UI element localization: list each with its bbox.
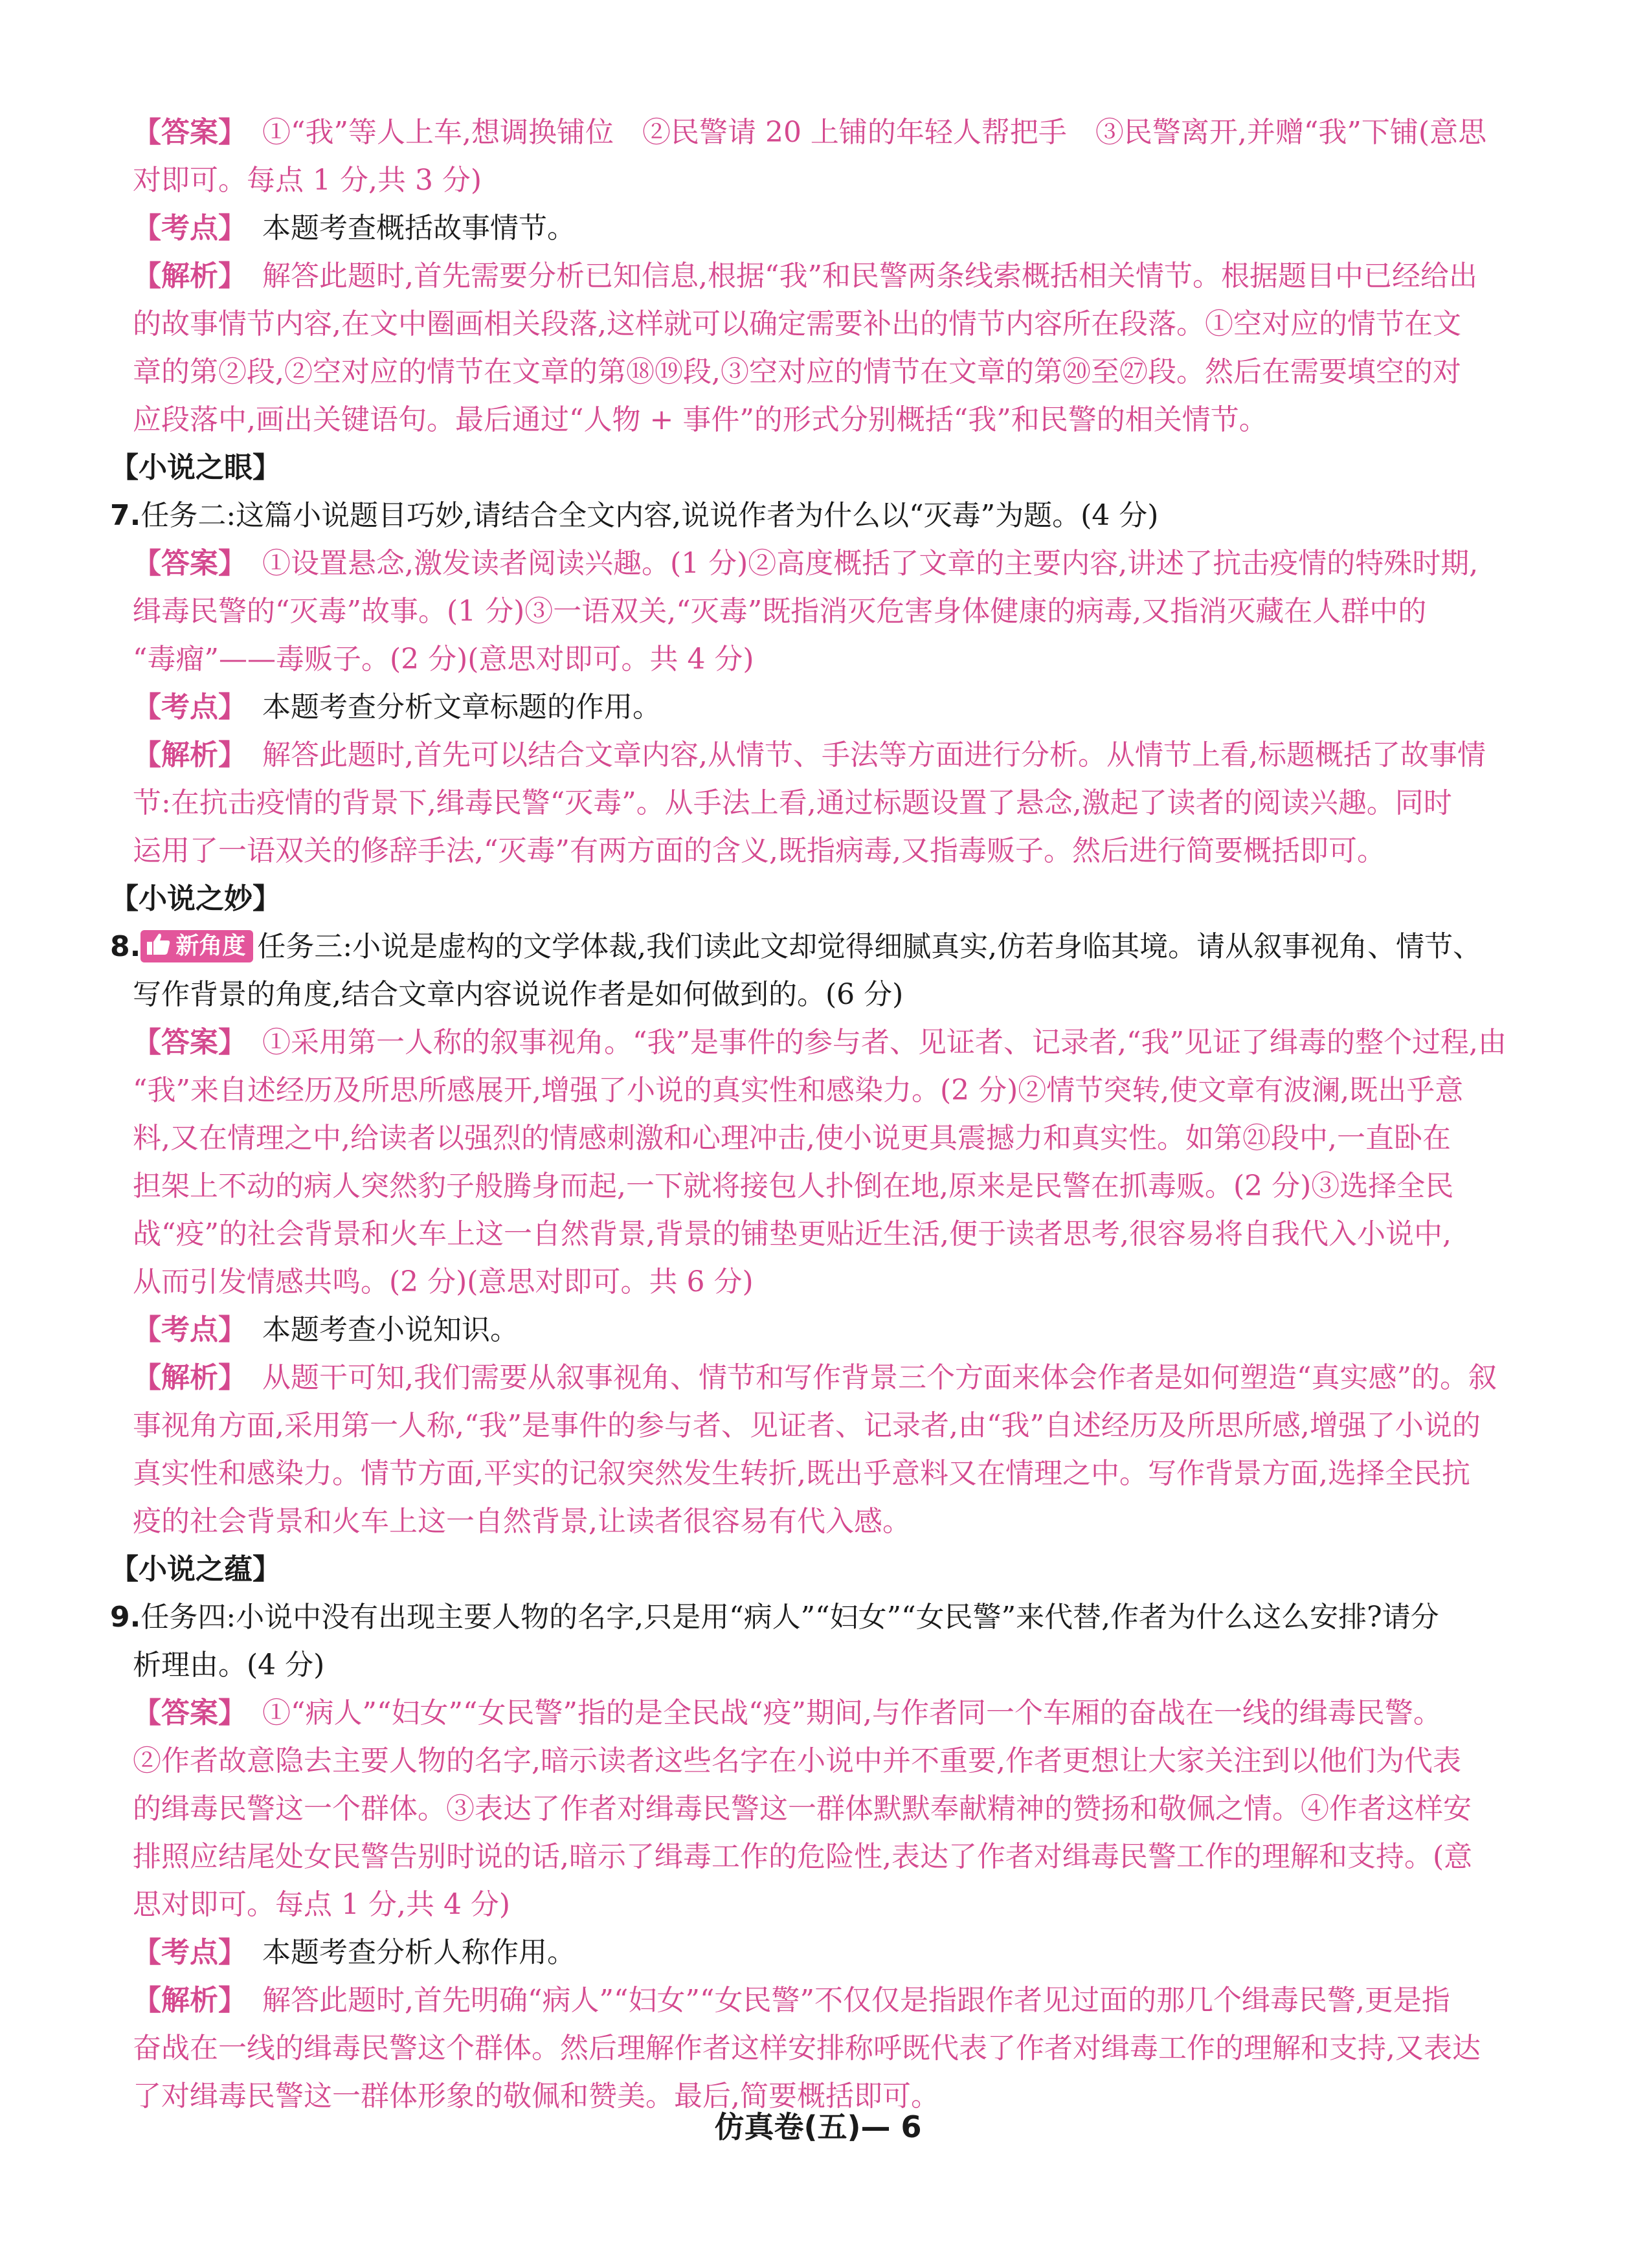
q9-analysis-line-2: 了对缉毒民警这一群体形象的敬佩和赞美。最后,简要概括即可。 [133, 2080, 939, 2113]
q7-question-line-0: 7.任务二:这篇小说题目巧妙,请结合全文内容,说说作者为什么以“灭毒”为题。(4 分) [110, 499, 1159, 532]
point-label: 【考点】 [133, 212, 247, 245]
q7-answer-line-0: 【答案】 ①设置悬念,激发读者阅读兴趣。(1 分)②高度概括了文章的主要内容,讲述了抗击疫情的特殊时期, [110, 540, 1502, 588]
section-heading: 【小说之妙】 [110, 882, 281, 915]
analysis-label: 【解析】 [133, 260, 247, 293]
q7-analysis-line-1: 节:在抗击疫情的背景下,缉毒民警“灭毒”。从手法上看,通过标题设置了悬念,激起了读者的阅读兴趣。同时 [133, 786, 1452, 819]
q9-answer-line-4: 思对即可。每点 1 分,共 4 分) [133, 1888, 511, 1921]
q8-analysis-line-0: 【解析】 从题干可知,我们需要从叙事视角、情节和写作背景三个方面来体会作者是如何塑造“真实感”的。叙 [110, 1354, 1502, 1402]
answer-label: 【答案】 [133, 1696, 247, 1729]
q8-answer-line-5: 从而引发情感共鸣。(2 分)(意思对即可。共 6 分) [133, 1265, 754, 1298]
analysis-label: 【解析】 [133, 1984, 247, 2017]
q6-analysis-line-2: 章的第②段,②空对应的情节在文章的第⑱⑲段,③空对应的情节在文章的第⑳至㉗段。然后在需要填空的对 [133, 355, 1461, 388]
question-number: 8. [110, 930, 141, 963]
q6-answer-line-0: 【答案】 ①“我”等人上车,想调换铺位 ②民警请 20 上铺的年轻人帮把手 ③民警离开,并赠“我”下铺(意思 [110, 109, 1502, 157]
q7-answer-line-1: 缉毒民警的“灭毒”故事。(1 分)③一语双关,“灭毒”既指消灭危害身体健康的病毒,又指消灭藏在人群中的 [133, 595, 1427, 628]
q8-question-line-0: 8. 新角度 任务三:小说是虚构的文学体裁,我们读此文却觉得细腻真实,仿若身临其境。请从叙事视角、情节、 [110, 930, 1482, 963]
q7-analysis-line-0: 【解析】 解答此题时,首先可以结合文章内容,从情节、手法等方面进行分析。从情节上看,标题概括了故事情 [110, 731, 1502, 779]
q8-analysis-line-3: 疫的社会背景和火车上这一自然背景,让读者很容易有代入感。 [133, 1505, 911, 1538]
q8-answer-line-1: “我”来自述经历及所思所感展开,增强了小说的真实性和感染力。(2 分)②情节突转,使文章有波澜,既出乎意 [133, 1074, 1464, 1107]
q9-block [110, 1594, 1502, 2120]
section-heading: 【小说之眼】 [110, 451, 281, 484]
q8-question-line-1: 写作背景的角度,结合文章内容说说作者是如何做到的。(6 分) [133, 978, 904, 1011]
q9-analysis-line-0: 【解析】 解答此题时,首先明确“病人”“妇女”“女民警”不仅仅是指跟作者见过面的那几个缉毒民警,更是指 [110, 1977, 1502, 2025]
q8-analysis-line-2: 真实性和感染力。情节方面,平实的记叙突然发生转折,既出乎意料又在情理之中。写作背景方面,选择全民抗 [133, 1457, 1470, 1490]
q6-answer-line-1: 对即可。每点 1 分,共 3 分) [133, 164, 482, 197]
q7-analysis-line-2: 运用了一语双关的修辞手法,“灭毒”有两方面的含义,既指病毒,又指毒贩子。然后进行简要概括即可。 [133, 834, 1385, 867]
q9-analysis-line-1: 奋战在一线的缉毒民警这个群体。然后理解作者这样安排称呼既代表了作者对缉毒工作的理解和支持,又表达 [133, 2032, 1481, 2065]
q9-answer-line-0: 【答案】 ①“病人”“妇女”“女民警”指的是全民战“疫”期间,与作者同一个车厢的奋战在一线的缉毒民警。 [110, 1689, 1502, 1737]
section-heading: 【小说之蕴】 [110, 1553, 281, 1586]
point-label: 【考点】 [133, 1313, 247, 1346]
q7-block [110, 492, 1502, 875]
q6-block [110, 109, 1502, 444]
q7-point: 【考点】 本题考查分析文章标题的作用。 [110, 684, 1502, 731]
answer-label: 【答案】 [133, 116, 247, 149]
q8-answer-line-2: 料,又在情理之中,给读者以强烈的情感刺激和心理冲击,使小说更具震撼力和真实性。如第㉑段中,一直卧在 [133, 1122, 1451, 1155]
analysis-label: 【解析】 [133, 1361, 247, 1394]
q9-question-line-1: 析理由。(4 分) [133, 1649, 325, 1682]
q8-block [110, 923, 1507, 1546]
q9-question-line-0: 9.任务四:小说中没有出现主要人物的名字,只是用“病人”“妇女”“女民警”来代替,作者为什么这么安排?请分 [110, 1601, 1439, 1634]
q6-point: 【考点】 本题考查概括故事情节。 [110, 205, 1502, 252]
q8-point: 【考点】 本题考查小说知识。 [110, 1306, 1502, 1354]
new-angle-badge: 新角度 [140, 930, 253, 962]
q6-analysis-line-3: 应段落中,画出关键语句。最后通过“人物 + 事件”的形式分别概括“我”和民警的相关情节。 [133, 403, 1268, 436]
answer-label: 【答案】 [133, 547, 247, 580]
point-label: 【考点】 [133, 691, 247, 724]
q8-answer-line-4: 战“疫”的社会背景和火车上这一自然背景,背景的铺垫更贴近生活,便于读者思考,很容易将自我代入小说中, [133, 1217, 1451, 1251]
q9-answer-line-3: 排照应结尾处女民警告别时说的话,暗示了缉毒工作的危险性,表达了作者对缉毒民警工作的理解和支持。(意 [133, 1840, 1473, 1873]
page-footer: 仿真卷(五)— 6 [714, 2109, 922, 2144]
q8-analysis-line-1: 事视角方面,采用第一人称,“我”是事件的参与者、见证者、记录者,由“我”自述经历及所思所感,增强了小说的 [133, 1409, 1481, 1442]
question-number: 7. [110, 499, 141, 532]
thumbs-up-icon [146, 931, 172, 957]
analysis-label: 【解析】 [133, 739, 247, 772]
content [110, 109, 1507, 2120]
q8-answer-line-3: 担架上不动的病人突然豹子般腾身而起,一下就将接包人扑倒在地,原来是民警在抓毒贩。(2 分)③选择全民 [133, 1170, 1454, 1203]
q6-analysis-line-1: 的故事情节内容,在文中圈画相关段落,这样就可以确定需要补出的情节内容所在段落。①空对应的情节在文 [133, 307, 1461, 340]
q9-answer-line-2: 的缉毒民警这一个群体。③表达了作者对缉毒民警这一群体默默奉献精神的赞扬和敬佩之情。④作者这样安 [133, 1792, 1472, 1825]
question-number: 9. [110, 1601, 141, 1634]
q9-answer-line-1: ②作者故意隐去主要人物的名字,暗示读者这些名字在小说中并不重要,作者更想让大家关注到以他们为代表 [133, 1744, 1461, 1777]
point-label: 【考点】 [133, 1936, 247, 1969]
q8-answer-line-0: 【答案】 ①采用第一人称的叙事视角。“我”是事件的参与者、见证者、记录者,“我”见证了缉毒的整个过程,由 [110, 1019, 1502, 1067]
answer-label: 【答案】 [133, 1026, 247, 1059]
q9-point: 【考点】 本题考查分析人称作用。 [110, 1929, 1502, 1977]
q7-answer-line-2: “毒瘤”——毒贩子。(2 分)(意思对即可。共 4 分) [133, 643, 754, 676]
q6-analysis-line-0: 【解析】 解答此题时,首先需要分析已知信息,根据“我”和民警两条线索概括相关情节。根据题目中已经给出 [110, 252, 1502, 300]
